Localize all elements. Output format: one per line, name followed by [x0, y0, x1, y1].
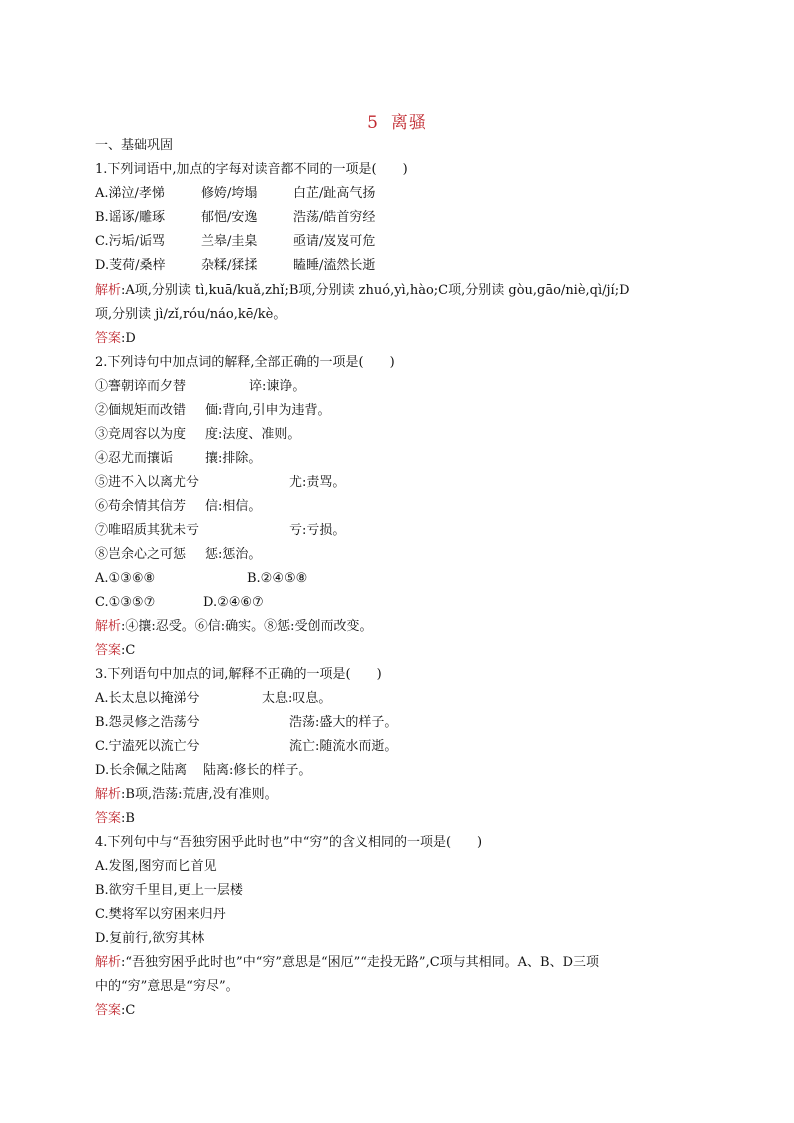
analysis-label: 解析 — [95, 955, 122, 970]
q3-option-c: C.宁溘死以流亡兮 流亡:随流水而逝。 — [95, 739, 398, 754]
q2-item-4: ④忍尤而攘诟 攘:排除。 — [95, 451, 262, 466]
q4-stem: 4.下列句中与“吾独穷困乎此时也”中“穷”的含义相同的一项是( ) — [95, 835, 483, 850]
q2-item-2: ②偭规矩而改错 偭:背向,引申为违背。 — [95, 403, 331, 418]
q3-stem: 3.下列语句中加点的词,解释不正确的一项是( ) — [95, 667, 382, 682]
q2-item-6: ⑥苟余情其信芳 信:相信。 — [95, 499, 262, 514]
q4-option-a: A.发图,图穷而匕首见 — [95, 859, 217, 874]
q4-analysis-cont: 中的“穷”意思是“穷尽”。 — [95, 979, 239, 994]
q4-option-c: C.樊将军以穷困来归丹 — [95, 907, 226, 922]
q1-option-a: A.涕泣/孝悌 修姱/垮塌 白芷/趾高气扬 — [95, 186, 376, 201]
q1-option-b: B.谣诼/雕琢 郁悒/安逸 浩荡/皓首穷经 — [95, 210, 376, 225]
q1-analysis-cont: 项,分别读 jì/zǐ,róu/náo,kē/kè。 — [95, 307, 287, 322]
q2-item-3: ③竞周容以为度 度:法度、准则。 — [95, 427, 301, 442]
q4-option-b: B.欲穷千里目,更上一层楼 — [95, 883, 243, 898]
q1-answer: 答案:D — [95, 331, 136, 346]
answer-label: 答案 — [95, 331, 122, 346]
analysis-label: 解析 — [95, 619, 122, 634]
q2-item-7: ⑦唯昭质其犹未亏 亏:亏损。 — [95, 523, 346, 538]
analysis-label: 解析 — [95, 787, 122, 802]
q3-option-a: A.长太息以掩涕兮 太息:叹息。 — [95, 691, 332, 706]
q4-analysis: 解析:“吾独穷困乎此时也”中“穷”意思是“困厄”“走投无路”,C项与其相同。A、B、D三项 — [95, 955, 600, 970]
q2-analysis: 解析:④攘:忍受。⑥信:确实。⑧惩:受创而改变。 — [95, 619, 373, 634]
page-title — [0, 108, 794, 133]
q3-option-d: D.长余佩之陆离 陆离:修长的样子。 — [95, 763, 312, 778]
q1-analysis: 解析:A项,分别读 tì,kuā/kuǎ,zhǐ;B项,分别读 zhuó,yì,hào;C项,分别读 gòu,gāo/niè,qì/jí;D — [95, 283, 630, 298]
answer-label: 答案 — [95, 1003, 122, 1018]
answer-label: 答案 — [95, 811, 122, 826]
q2-options-cd: C.①③⑤⑦ D.②④⑥⑦ — [95, 595, 264, 610]
analysis-label: 解析 — [95, 283, 122, 298]
lesson-title: 离骚 — [390, 113, 427, 133]
q2-options-ab: A.①③⑥⑧ B.②④⑤⑧ — [95, 571, 308, 586]
q2-item-8: ⑧岂余心之可惩 惩:惩治。 — [95, 547, 262, 562]
q1-option-c: C.污垢/诟骂 兰皋/圭臬 亟请/岌岌可危 — [95, 234, 376, 249]
q3-option-b: B.怨灵修之浩荡兮 浩荡:盛大的样子。 — [95, 715, 398, 730]
section-heading: 一、基础巩固 — [95, 138, 174, 153]
q1-stem: 1.下列词语中,加点的字每对读音都不同的一项是( ) — [95, 162, 408, 177]
answer-label: 答案 — [95, 643, 122, 658]
q2-item-5: ⑤进不入以离尤兮 尤:责骂。 — [95, 475, 346, 490]
q3-analysis: 解析:B项,浩荡:荒唐,没有准则。 — [95, 787, 278, 802]
lesson-number: 5 — [367, 113, 379, 133]
q2-stem: 2.下列诗句中加点词的解释,全部正确的一项是( ) — [95, 355, 395, 370]
q1-option-d: D.芰荷/桑梓 杂糅/猱揉 瞌睡/溘然长逝 — [95, 258, 376, 273]
q3-answer: 答案:B — [95, 811, 135, 826]
q4-option-d: D.复前行,欲穷其林 — [95, 931, 205, 946]
q4-answer: 答案:C — [95, 1003, 136, 1018]
q2-item-1: ①謇朝谇而夕替 谇:谏诤。 — [95, 379, 306, 394]
q2-answer: 答案:C — [95, 643, 136, 658]
